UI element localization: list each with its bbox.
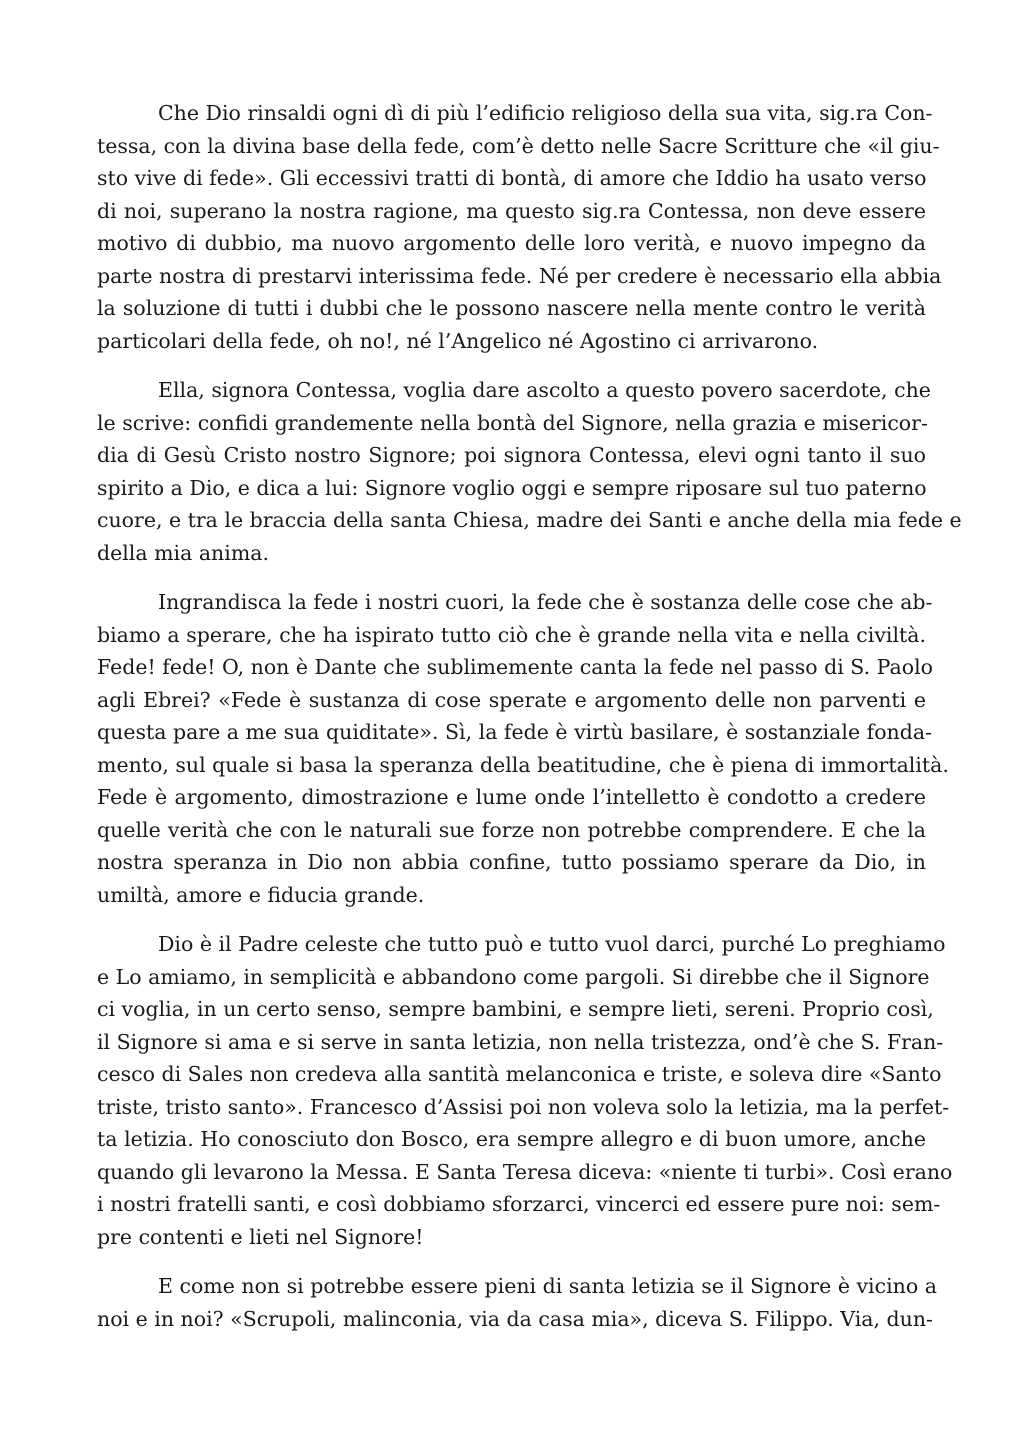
document-page [97, 97, 962, 1352]
text-line: Fede! fede! O, non è Dante che sublimemente canta la fede nel passo di S. Paolo [97, 655, 933, 679]
text-line: il Signore si ama e si serve in santa letizia, non nella tristezza, ond’è che S. Fran- [97, 1029, 944, 1054]
text-line: Che Dio rinsaldi ogni dì di più l’edificio religioso della sua vita, sig.ra Con- [158, 101, 933, 125]
text-line: ci voglia, in un certo senso, sempre bambini, e sempre lieti, sereni. Proprio così, [97, 997, 934, 1021]
text-line: e Lo amiamo, in semplicità e abbandono come pargoli. Si direbbe che il Signore [97, 964, 930, 989]
paragraph-5 [97, 1270, 937, 1335]
text-line: quelle verità che con le naturali sue forze non potrebbe comprendere. E che la [97, 817, 926, 842]
text-line: della mia anima. [97, 540, 269, 565]
text-line: cuore, e tra le braccia della santa Chiesa, madre dei Santi e anche della mia fede e [97, 508, 962, 532]
text-line: mento, sul quale si basa la speranza della beatitudine, che è piena di immortalità. [97, 752, 949, 777]
text-line: triste, tristo santo». Francesco d’Assisi poi non voleva solo la letizia, ma la perfet- [97, 1094, 950, 1119]
text-line: questa pare a me sua quiditate». Sì, la fede è virtù basilare, è sostanziale fonda- [97, 720, 933, 744]
text-line: Fede è argomento, dimostrazione e lume onde l’intelletto è condotto a credere [97, 785, 926, 809]
text-line: tessa, con la divina base della fede, com’è detto nelle Sacre Scritture che «il giu- [97, 133, 940, 158]
text-line: la soluzione di tutti i dubbi che le possono nascere nella mente contro le verità [97, 296, 926, 320]
text-line: umiltà, amore e fiducia grande. [97, 882, 425, 907]
text-line: noi e in noi? «Scrupoli, malinconia, via da casa mia», diceva S. Filippo. Via, dun- [97, 1306, 933, 1331]
text-line: pre contenti e lieti nel Signore! [97, 1224, 424, 1249]
text-line: Ella, signora Contessa, voglia dare ascolto a questo povero sacerdote, che [158, 378, 931, 402]
text-line: spirito a Dio, e dica a lui: Signore voglio oggi e sempre riposare sul tuo paterno [97, 475, 927, 500]
paragraph-2 [97, 374, 962, 569]
text-line: i nostri fratelli santi, e così dobbiamo sforzarci, vincerci ed essere pure noi: sem- [97, 1192, 941, 1216]
text-line: particolari della fede, oh no!, né l’Angelico né Agostino ci arrivarono. [97, 328, 819, 353]
text-line: parte nostra di prestarvi interissima fede. Né per credere è necessario ella abbia [97, 263, 942, 288]
text-line: di noi, superano la nostra ragione, ma questo sig.ra Contessa, non deve essere [97, 198, 926, 223]
text-line: agli Ebrei? «Fede è sustanza di cose sperate e argomento delle non parventi e [97, 687, 926, 712]
text-line: E come non si potrebbe essere pieni di santa letizia se il Signore è vicino a [158, 1274, 937, 1298]
text-line: Ingrandisca la fede i nostri cuori, la fede che è sostanza delle cose che ab- [158, 590, 933, 614]
text-line: dia di Gesù Cristo nostro Signore; poi signora Contessa, elevi ogni tanto il suo [97, 443, 926, 467]
text-line: Dio è il Padre celeste che tutto può e tutto vuol darci, purché Lo preghiamo [158, 932, 946, 956]
text-line: quando gli levarono la Messa. E Santa Teresa diceva: «niente ti turbi». Così erano [97, 1159, 953, 1184]
text-line: biamo a sperare, che ha ispirato tutto ciò che è grande nella vita e nella civiltà. [97, 622, 926, 647]
text-line: nostra speranza in Dio non abbia confine, tutto possiamo sperare da Dio, in [97, 850, 926, 874]
paragraph-3 [97, 586, 949, 911]
text-line: le scrive: confidi grandemente nella bontà del Signore, nella grazia e misericor- [97, 410, 928, 435]
text-line: cesco di Sales non credeva alla santità melanconica e triste, e soleva dire «Santo [97, 1062, 942, 1086]
text-line: sto vive di fede». Gli eccessivi tratti di bontà, di amore che Iddio ha usato verso [97, 166, 927, 190]
text-line: motivo di dubbio, ma nuovo argomento delle loro verità, e nuovo impegno da [97, 231, 926, 255]
paragraph-1 [97, 97, 942, 357]
text-line: ta letizia. Ho conosciuto don Bosco, era sempre allegro e di buon umore, anche [97, 1127, 926, 1151]
paragraph-4 [97, 928, 953, 1253]
